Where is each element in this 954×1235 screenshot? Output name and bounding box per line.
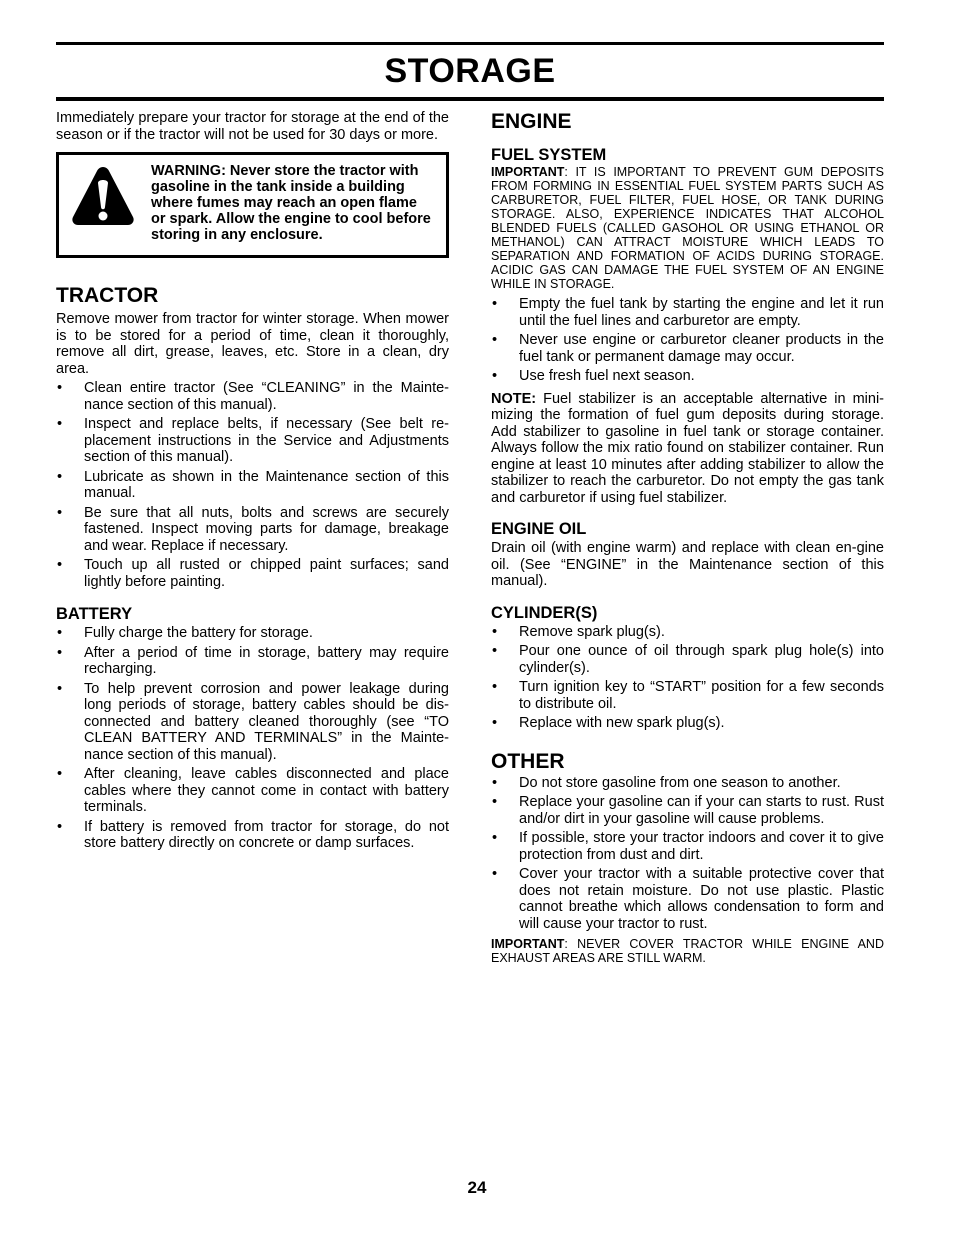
- list-item: • Cover your tractor with a suitable protective cover that does not retain moisture. Do not use plastic. Plastic cannot breathe which allows condensation to form and will cause your tractor to rust.: [491, 866, 884, 932]
- engine-oil-text: Drain oil (with engine warm) and replace with clean en-gine oil. (See “ENGINE” in the Maintenance section of this manual).: [491, 540, 884, 589]
- battery-heading: BATTERY: [56, 605, 133, 623]
- list-item: • Pour one ounce of oil through spark plug hole(s) into cylinder(s).: [491, 643, 884, 676]
- battery-list: [56, 625, 449, 852]
- list-item: • If battery is removed from tractor for storage, do not store battery directly on concrete or damp surfaces.: [56, 819, 449, 852]
- list-item: • After a period of time in storage, battery may require recharging.: [56, 645, 449, 678]
- warning-triangle-icon: [71, 165, 135, 229]
- engine-oil-heading: ENGINE OIL: [491, 520, 587, 538]
- list-item: • Turn ignition key to “START” position for a few seconds to distribute oil.: [491, 679, 884, 712]
- list-item: • Do not store gasoline from one season to another.: [491, 775, 884, 792]
- cylinders-list: [491, 624, 884, 732]
- list-item: • Use fresh fuel next season.: [491, 368, 884, 385]
- fuel-system-heading: FUEL SYSTEM: [491, 146, 607, 164]
- other-important-paragraph: [491, 937, 884, 965]
- list-item: • Never use engine or carburetor cleaner products in the fuel tank or permanent damage may occur.: [491, 332, 884, 365]
- list-item: • If possible, store your tractor indoors and cover it to give protection from dust and dirt.: [491, 830, 884, 863]
- list-item: • Lubricate as shown in the Maintenance section of this manual.: [56, 469, 449, 502]
- important-label: IMPORTANT: [491, 165, 565, 179]
- list-item: • After cleaning, leave cables disconnected and place cables where they cannot come in contact with battery terminals.: [56, 766, 449, 816]
- important-text: : IT IS IMPORTANT TO PREVENT GUM DEPOSITS FROM FORMING IN ESSENTIAL FUEL SYSTEM PARTS SUCH AS CARBURETOR, FUEL FILTER, FUEL HOSE, OR TANK DURING STORAGE. ALSO, EXPERIENCE INDICATES THAT ALCOHOL BLENDED FUELS (CALLED GASOHOL OR USING ETHANOL OR METHANOL) CAN ATTRACT MOISTURE WHICH LEADS TO SEPARATION AND FORMATION OF ACIDS DURING STORAGE. ACIDIC GAS CAN DAMAGE THE FUEL SYSTEM OF AN ENGINE WHILE IN STORAGE.: [491, 165, 884, 291]
- list-item: • Fully charge the battery for storage.: [56, 625, 449, 642]
- tractor-list: [56, 380, 449, 590]
- list-item: • Replace your gasoline can if your can starts to rust. Rust and/or dirt in your gasoline will cause problems.: [491, 794, 884, 827]
- list-item: • Remove spark plug(s).: [491, 624, 884, 641]
- right-column: [491, 110, 884, 965]
- fuel-important-paragraph: [491, 165, 884, 291]
- other-heading: OTHER: [491, 749, 565, 773]
- list-item: • Inspect and replace belts, if necessary (See belt re-placement instructions in the Service and Adjustments section of this manual).: [56, 416, 449, 466]
- list-item: • Touch up all rusted or chipped paint surfaces; sand lightly before painting.: [56, 557, 449, 590]
- warning-text: WARNING: Never store the tractor with gasoline in the tank inside a building where fumes may reach an open flame or spark. Allow the engine to cool before storing in any enclosure.: [151, 163, 431, 243]
- note-label: NOTE:: [491, 390, 537, 407]
- other-list: [491, 775, 884, 933]
- warning-box: [56, 152, 449, 258]
- list-item: • Empty the fuel tank by starting the engine and let it run until the fuel lines and carburetor are empty.: [491, 296, 884, 329]
- cylinders-heading: CYLINDER(S): [491, 603, 598, 622]
- tractor-heading: TRACTOR: [56, 284, 159, 307]
- note-text: Fuel stabilizer is an acceptable alternative in mini-mizing the formation of fuel gum deposits during storage. Add stabilizer to gasoline in fuel tank or storage container. Always follow the mix ratio found on stabilizer container. Run engine at least 10 minutes after adding stabilizer to allow the stabilizer to reach the carburetor. Do not empty the gas tank and carburetor if using fuel stabilizer.: [491, 390, 884, 506]
- fuel-note-paragraph: [491, 391, 884, 507]
- list-item: • Clean entire tractor (See “CLEANING” in the Mainte-nance section of this manual).: [56, 380, 449, 413]
- important-label: IMPORTANT: [491, 937, 565, 951]
- page-title: STORAGE: [384, 52, 556, 90]
- page-number: 24: [467, 1178, 487, 1197]
- list-item: • To help prevent corrosion and power leakage during long periods of storage, battery cables should be dis-connected and battery cleaned thoroughly (see “TO CLEAN BATTERY AND TERMINALS” in the Mainte-nance section of this manual).: [56, 681, 449, 764]
- tractor-intro: Remove mower from tractor for winter storage. When mower is to be stored for a period of time, clean it thoroughly, remove all dirt, grease, leaves, etc. Store in a clean, dry area.: [56, 311, 449, 377]
- fuel-system-list: [491, 296, 884, 385]
- engine-heading: ENGINE: [491, 110, 572, 133]
- list-item: • Be sure that all nuts, bolts and screws are securely fastened. Inspect moving parts for damage, breakage and wear. Replace if necessary.: [56, 505, 449, 555]
- important-text: : NEVER COVER TRACTOR WHILE ENGINE AND EXHAUST AREAS ARE STILL WARM.: [491, 937, 884, 965]
- list-item: • Replace with new spark plug(s).: [491, 715, 884, 732]
- page-title-bar: [56, 42, 884, 101]
- intro-paragraph: Immediately prepare your tractor for storage at the end of the season or if the tractor will not be used for 30 days or more.: [56, 110, 449, 143]
- left-column: [56, 110, 449, 852]
